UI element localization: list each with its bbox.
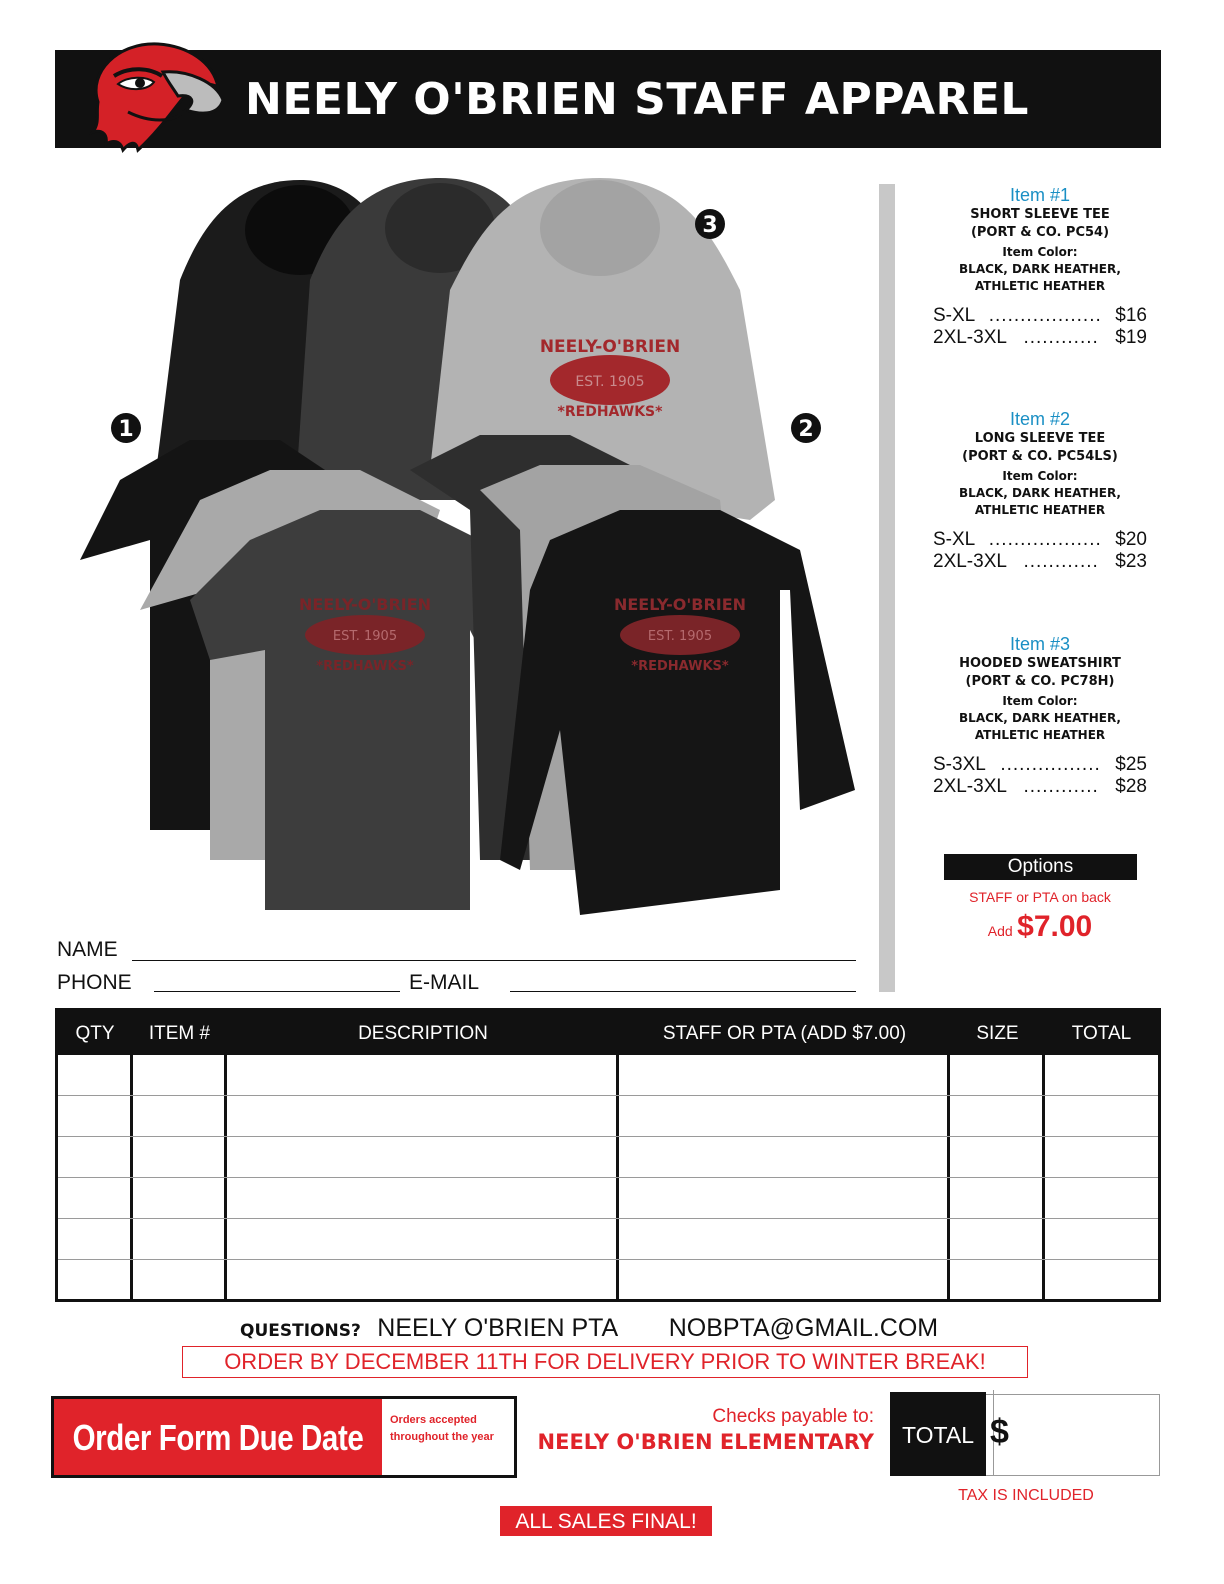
tee-est-text: EST. 1905 [332, 629, 398, 644]
price-dots: ............ [1023, 551, 1099, 572]
table-header [58, 1011, 1158, 1055]
email-field[interactable] [510, 991, 856, 992]
item-2-name: LONG SLEEVE TEE [974, 431, 1106, 446]
all-sales-final-badge: ALL SALES FINAL! [500, 1506, 712, 1536]
table-row-divider [58, 1259, 1158, 1260]
price-size: 2XL-3XL [933, 327, 1007, 348]
badge-2: 2 [798, 417, 814, 442]
tax-note: TAX IS INCLUDED [958, 1487, 1094, 1504]
table-row-divider [58, 1177, 1158, 1178]
price-value: $19 [1115, 327, 1147, 348]
price-size: 2XL-3XL [933, 551, 1007, 572]
item-2-color-label: Item Color: [1002, 469, 1078, 483]
item-1-colors-line1: BLACK, DARK HEATHER, [959, 262, 1121, 276]
questions-label: QUESTIONS? [240, 1321, 361, 1341]
name-label: NAME [57, 938, 118, 961]
item-2-colors-line1: BLACK, DARK HEATHER, [959, 486, 1121, 500]
table-row-divider [58, 1136, 1158, 1137]
options-price: $7.00 [1017, 910, 1093, 943]
price-dots: ................ [1000, 754, 1101, 775]
hoodie-school-text: NEELY-O'BRIEN [539, 337, 681, 357]
table-row-divider [58, 1218, 1158, 1219]
price-value: $28 [1115, 776, 1147, 797]
item-3-price-row [933, 754, 1147, 776]
item-1-model: (PORT & CO. PC54) [970, 225, 1110, 240]
item-1-color-label: Item Color: [1002, 245, 1078, 259]
price-value: $20 [1115, 529, 1147, 550]
item-1-price-row [933, 327, 1147, 349]
price-value: $16 [1115, 305, 1147, 326]
options-heading: Options [944, 854, 1137, 880]
item-3-color-label: Item Color: [1002, 694, 1078, 708]
price-size: S-XL [933, 529, 976, 550]
questions-line [240, 1314, 1000, 1343]
due-date-note: Orders accepted throughout the year [390, 1414, 494, 1443]
col-description-header: DESCRIPTION [358, 1023, 488, 1044]
col-size-header: SIZE [976, 1023, 1019, 1044]
apparel-product-image [60, 170, 860, 930]
due-date-title: Order Form Due Date [72, 1417, 364, 1458]
checks-payable-name: NEELY O'BRIEN ELEMENTARY [537, 1430, 874, 1454]
vertical-divider [879, 184, 895, 992]
price-size: S-3XL [933, 754, 986, 775]
item-2-price-row [933, 551, 1147, 573]
item-2-colors-line2: ATHLETIC HEATHER [974, 503, 1106, 517]
email-label: E-MAIL [409, 971, 480, 994]
col-qty-header: QTY [75, 1023, 115, 1044]
price-value: $25 [1115, 754, 1147, 775]
total-label: TOTAL [890, 1392, 986, 1476]
item-2-model: (PORT & CO. PC54LS) [962, 449, 1118, 464]
table-row-divider [58, 1095, 1158, 1096]
badge-1: 1 [118, 417, 134, 442]
price-size: 2XL-3XL [933, 776, 1007, 797]
hoodie-mascot-text: *REDHAWKS* [557, 404, 663, 420]
item-1-price-row [933, 305, 1147, 327]
item-3-colors-line1: BLACK, DARK HEATHER, [959, 711, 1121, 725]
order-deadline-notice: ORDER BY DECEMBER 11TH FOR DELIVERY PRIOR TO WINTER BREAK! [182, 1346, 1028, 1378]
item-2-price-row [933, 529, 1147, 551]
item-2-block [915, 408, 1165, 573]
price-dots: ............ [1023, 327, 1099, 348]
questions-org: NEELY O'BRIEN PTA [377, 1314, 619, 1342]
col-staff-pta-header: STAFF OR PTA (ADD $7.00) [662, 1023, 907, 1044]
due-date-box [51, 1396, 517, 1478]
badge-3: 3 [702, 213, 718, 238]
questions-email[interactable]: NOBPTA@GMAIL.COM [668, 1314, 939, 1342]
col-total-header: TOTAL [1071, 1023, 1132, 1044]
options-add-price [915, 910, 1165, 944]
longsleeve-est-text: EST. 1905 [647, 629, 713, 644]
options-add-word: Add [987, 923, 1013, 939]
hoodie-est-text: EST. 1905 [575, 374, 645, 390]
tee-school-text: NEELY-O'BRIEN [298, 595, 432, 614]
phone-field[interactable] [154, 991, 400, 992]
item-3-price-row [933, 776, 1147, 798]
redhawk-mascot-logo [78, 32, 228, 162]
tee-mascot-text: *REDHAWKS* [316, 659, 414, 674]
price-dots: ............ [1023, 776, 1099, 797]
options-note: STAFF or PTA on back [969, 889, 1111, 905]
item-1-name: SHORT SLEEVE TEE [970, 207, 1110, 222]
price-dots: .................. [988, 529, 1102, 550]
price-dots: .................. [988, 305, 1102, 326]
page-title: NEELY O'BRIEN STAFF APPAREL [245, 74, 1029, 125]
item-1-heading: Item #1 [1009, 185, 1071, 205]
name-field[interactable] [132, 960, 856, 961]
item-3-block [915, 633, 1165, 798]
longsleeve-mascot-text: *REDHAWKS* [631, 659, 729, 674]
item-3-colors-line2: ATHLETIC HEATHER [974, 728, 1106, 742]
item-1-colors-line2: ATHLETIC HEATHER [974, 279, 1106, 293]
item-3-model: (PORT & CO. PC78H) [965, 674, 1115, 689]
price-size: S-XL [933, 305, 976, 326]
phone-label: PHONE [57, 971, 132, 994]
price-value: $23 [1115, 551, 1147, 572]
total-currency-symbol: $ [990, 1413, 1009, 1451]
item-2-heading: Item #2 [1009, 409, 1071, 429]
col-item-header: ITEM # [148, 1023, 211, 1044]
checks-payable-label: Checks payable to: [712, 1406, 874, 1427]
item-3-name: HOODED SWEATSHIRT [959, 656, 1121, 671]
longsleeve-school-text: NEELY-O'BRIEN [613, 595, 747, 614]
order-table [55, 1008, 1161, 1302]
item-1-block [915, 184, 1165, 349]
item-3-heading: Item #3 [1009, 634, 1071, 654]
